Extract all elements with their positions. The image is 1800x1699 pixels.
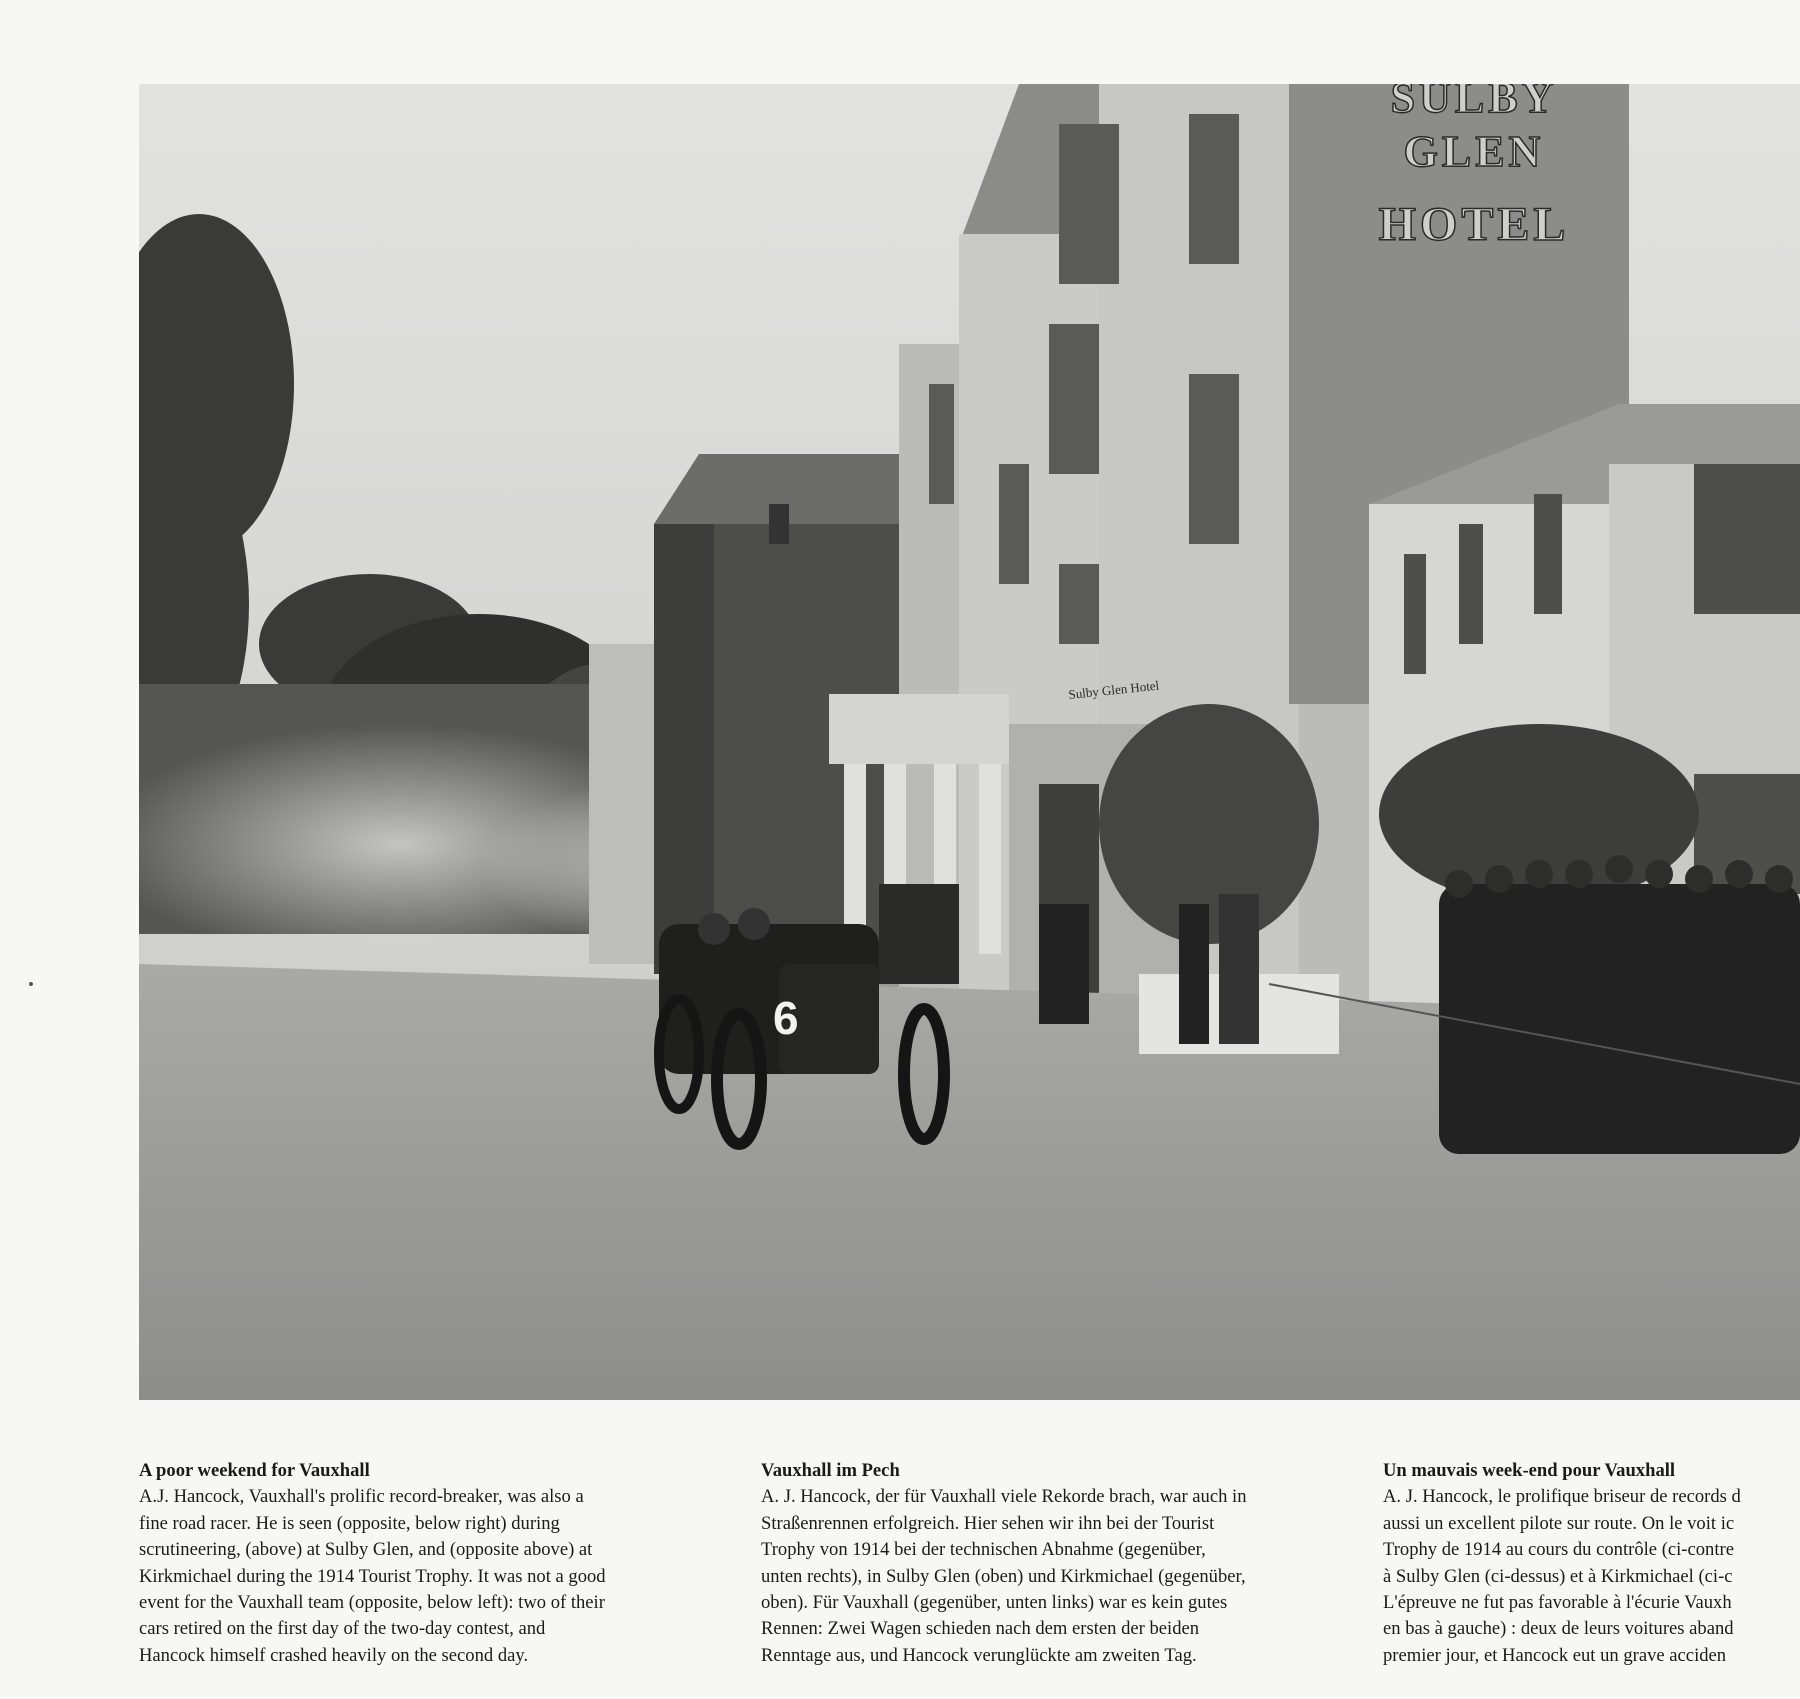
- caption-line: cars retired on the first day of the two-day contest, and: [139, 1618, 546, 1640]
- photo-illustration: [139, 84, 1800, 1400]
- caption-line: scrutineering, (above) at Sulby Glen, and (opposite above) at: [139, 1539, 593, 1561]
- caption-line: en bas à gauche) : deux de leurs voitures aband: [1383, 1618, 1734, 1640]
- caption-heading: A poor weekend for Vauxhall: [139, 1460, 370, 1481]
- caption-line: Straßenrennen erfolgreich. Hier sehen wir ihn bei der Tourist: [761, 1512, 1215, 1534]
- margin-mark: [29, 982, 33, 986]
- caption-line: unten rechts), in Sulby Glen (oben) und Kirkmichael (gegenüber,: [761, 1565, 1246, 1587]
- caption-line: A. J. Hancock, der für Vauxhall viele Rekorde brach, war auch in: [761, 1486, 1247, 1508]
- caption-line: Hancock himself crashed heavily on the second day.: [139, 1644, 529, 1666]
- caption-line: aussi un excellent pilote sur route. On le voit ic: [1383, 1512, 1735, 1534]
- caption-line: A.J. Hancock, Vauxhall's prolific record-breaker, was also a: [139, 1486, 584, 1508]
- caption-line: Trophy de 1914 au cours du contrôle (ci-contre: [1383, 1539, 1734, 1561]
- caption-line: fine road racer. He is seen (opposite, below right) during: [139, 1512, 560, 1534]
- caption-line: L'épreuve ne fut pas favorable à l'écurie Vauxh: [1383, 1592, 1732, 1614]
- caption-line: Trophy von 1914 bei der technischen Abnahme (gegenüber,: [761, 1539, 1206, 1561]
- caption-line: A. J. Hancock, le prolifique briseur de records d: [1383, 1486, 1741, 1508]
- caption-heading: Un mauvais week-end pour Vauxhall: [1383, 1460, 1676, 1481]
- caption-english: [139, 1458, 729, 1669]
- shop-sign: Sulby Glen Hotel: [1067, 677, 1160, 702]
- caption-line: Rennen: Zwei Wagen schieden nach dem ersten der beiden: [761, 1618, 1200, 1640]
- caption-line: premier jour, et Hancock eut un grave acciden: [1383, 1644, 1727, 1666]
- hotel-sign-line-1: SULBY: [1390, 84, 1558, 122]
- caption-heading: Vauxhall im Pech: [761, 1460, 900, 1481]
- caption-line: Kirkmichael during the 1914 Tourist Trophy. It was not a good: [139, 1565, 606, 1587]
- caption-line: oben). Für Vauxhall (gegenüber, unten links) war es kein gutes: [761, 1592, 1228, 1614]
- hotel-sign-line-3: HOTEL: [1378, 198, 1570, 251]
- caption-line: Renntage aus, und Hancock verunglückte am zweiten Tag.: [761, 1644, 1197, 1666]
- caption-line: event for the Vauxhall team (opposite, below left): two of their: [139, 1592, 605, 1614]
- caption-french: [1383, 1458, 1800, 1669]
- caption-german: [761, 1458, 1351, 1669]
- caption-line: à Sulby Glen (ci-dessus) et à Kirkmichael (ci-c: [1383, 1565, 1733, 1587]
- car-number: 6: [773, 992, 799, 1044]
- race-photograph: [139, 84, 1800, 1400]
- hotel-sign-line-2: GLEN: [1403, 127, 1545, 176]
